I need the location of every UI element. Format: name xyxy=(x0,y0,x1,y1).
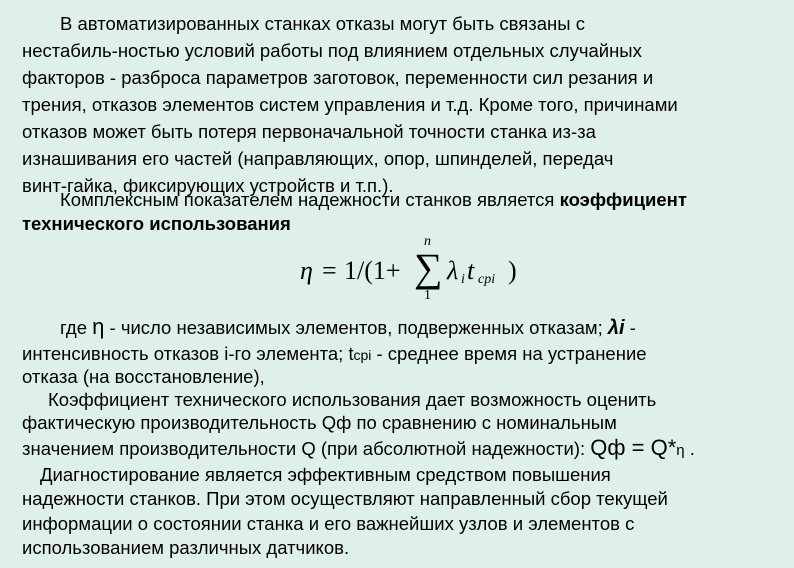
p1-line-2: нестабиль-ностью условий работы под влиянием отдельных случайных xyxy=(22,40,642,61)
formula-lambda: λ xyxy=(447,256,459,285)
formula-t-sub: cpi xyxy=(478,272,496,287)
p4-q-formula: Qф = Q* xyxy=(590,435,677,460)
p1-line-7: винт-гайка, фиксирующих устройств и т.п.). xyxy=(22,175,394,196)
reliability-formula xyxy=(300,236,540,308)
formula-sigma: ∑ xyxy=(414,245,443,290)
formula-lambda-sub: i xyxy=(461,272,465,287)
p3-eta: η xyxy=(92,314,105,339)
p5-line-4: использованием различных датчиков. xyxy=(22,537,350,558)
p3-line-1 xyxy=(60,316,636,339)
p3-tcp-sub: cpi xyxy=(353,347,372,363)
p1-line-6: изнашивания его частей (направляющих, опор, шпинделей, передач xyxy=(22,148,614,169)
p4-line-1: Коэффициент технического использования дает возможность оценить xyxy=(48,389,657,410)
p3-gde: где xyxy=(60,317,93,338)
p3-tcp-t: t xyxy=(348,344,354,364)
p2-line-1-prefix: Комплексным показателем надежности станков является xyxy=(60,189,560,210)
p4-line-3 xyxy=(22,437,695,462)
formula-equals: = xyxy=(322,256,337,285)
p2-line-1 xyxy=(60,189,687,211)
p4-line-3-prefix: значением производительности Q (при абсолютной надежности): xyxy=(22,438,591,459)
p5-line-3: информации о состоянии станка и его важнейших узлов и элементов с xyxy=(22,513,635,534)
p3-line-2-prefix: интенсивность отказов i-го элемента; xyxy=(22,343,349,364)
formula-sum-lower: 1 xyxy=(424,288,431,303)
p3-line-2-end: - среднее время на устранение xyxy=(371,343,647,364)
formula-one-slash: 1/(1+ xyxy=(344,256,401,285)
p3-line-1-mid: - число независимых элементов, подверженных отказам; xyxy=(104,317,608,338)
p3-line-2 xyxy=(22,343,647,366)
p2-line-2: технического использования xyxy=(22,213,291,234)
p1-line-4: трения, отказов элементов систем управления и т.д. Кроме того, причинами xyxy=(22,94,678,115)
p1-line-5: отказов может быть потеря первоначальной точности станка из-за xyxy=(22,121,596,142)
p1-line-1: В автоматизированных станках отказы могут быть связаны с xyxy=(60,13,585,34)
p3-line-1-end: - xyxy=(624,317,636,338)
p3-lambda-i: λi xyxy=(607,317,625,339)
p5-line-2: надежности станков. При этом осуществляют направленный сбор текущей xyxy=(22,488,668,509)
formula-close-paren: ) xyxy=(508,256,517,285)
p4-q-eta: η xyxy=(676,442,685,459)
formula-eta: η xyxy=(300,256,313,285)
p5-line-1: Диагностирование является эффективным средством повышения xyxy=(40,464,611,485)
p3-line-3: отказа (на восстановление), xyxy=(22,366,265,387)
p4-line-2: фактическую производительность Qф по сравнению с номинальным xyxy=(22,412,617,433)
p2-line-1-bold: коэффициент xyxy=(559,189,687,210)
formula-sum-upper: n xyxy=(424,234,431,249)
p4-line-3-end: . xyxy=(684,438,695,459)
p1-line-3: факторов - разброса параметров заготовок, переменности сил резания и xyxy=(22,67,654,88)
formula-t: t xyxy=(467,256,475,285)
